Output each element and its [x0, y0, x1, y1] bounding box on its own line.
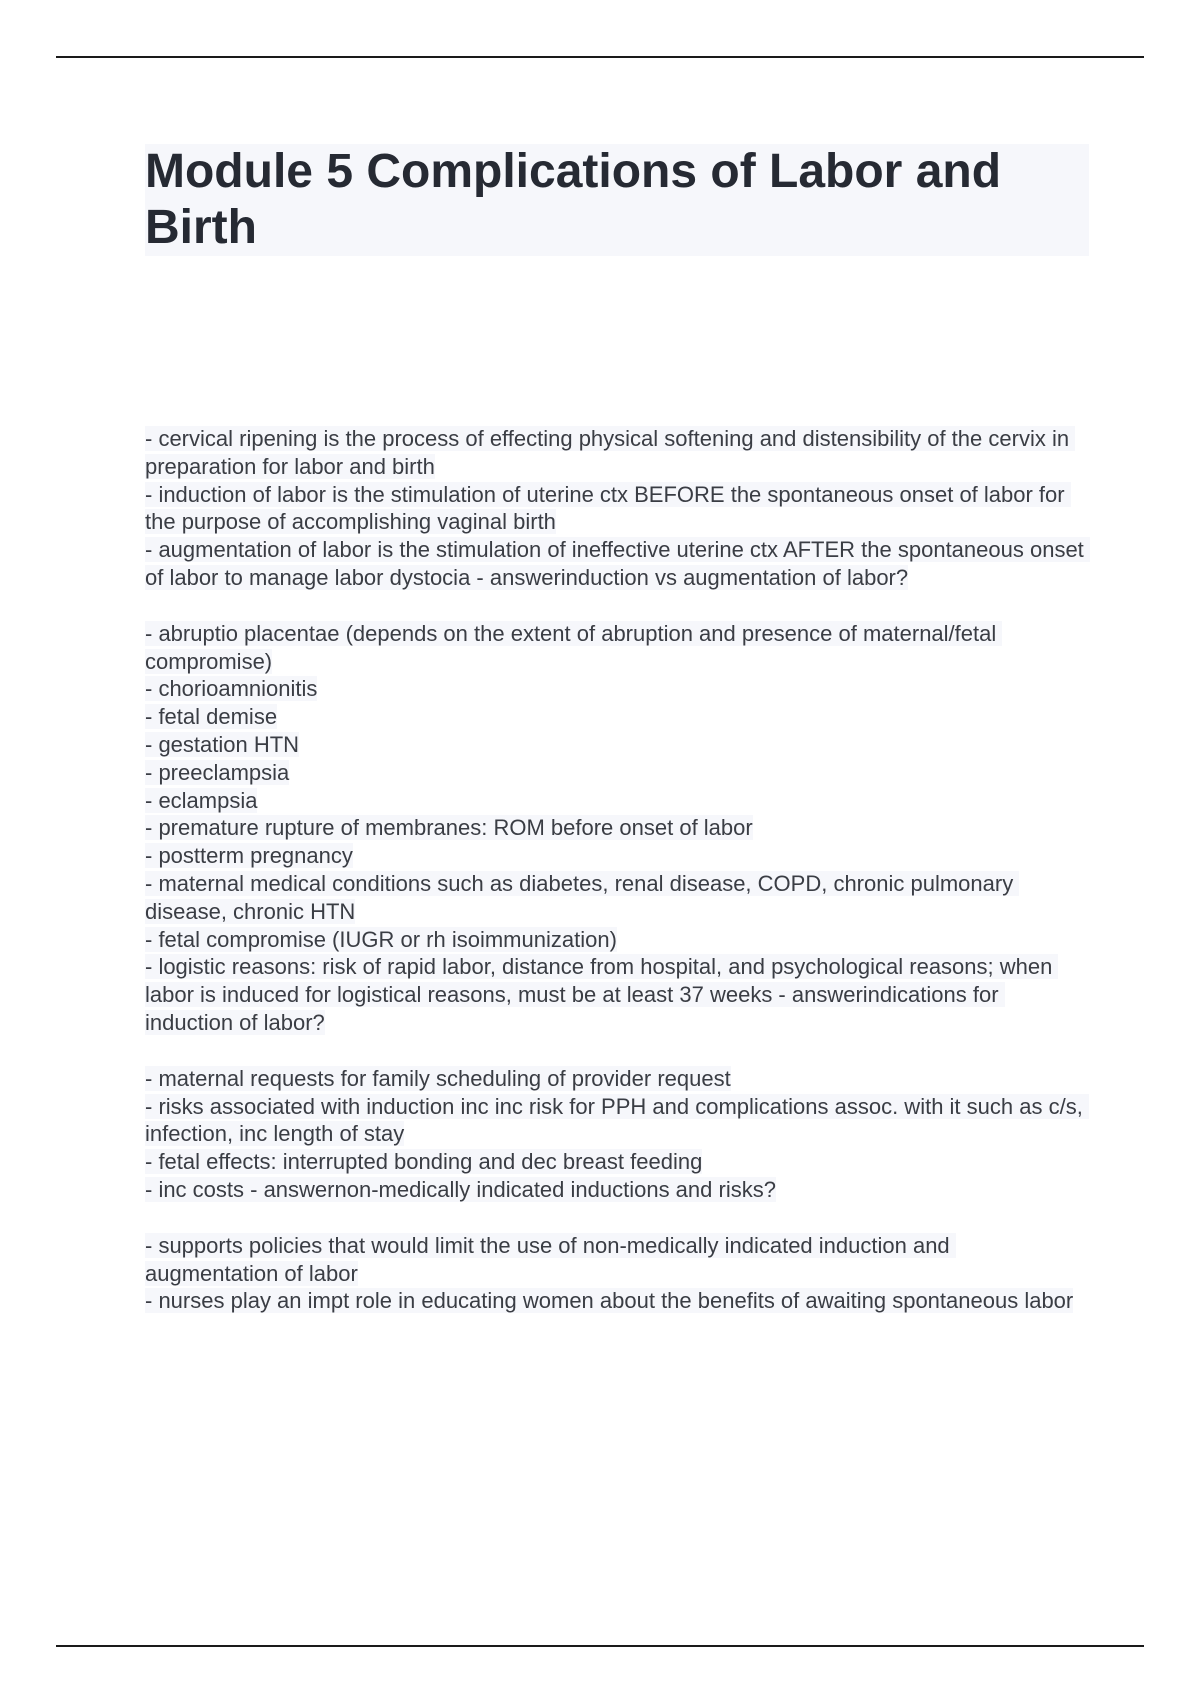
page-title: Module 5 Complications of Labor and Birth: [145, 145, 1002, 254]
qa-line: - fetal effects: interrupted bonding and dec breast feeding: [145, 1149, 703, 1175]
qa-line: - premature rupture of membranes: ROM before onset of labor: [145, 815, 753, 841]
qa-line: - eclampsia: [145, 787, 258, 813]
qa-line: - maternal medical conditions such as diabetes, renal disease, COPD, chronic pulmonary disease, chronic HTN: [145, 870, 1020, 924]
qa-line: - supports policies that would limit the use of non-medically indicated induction and augmentation of labor: [145, 1232, 956, 1286]
qa-line: - risks associated with induction inc inc risk for PPH and complications assoc. with it such as c/s, infection, inc length of stay: [145, 1093, 1089, 1147]
qa-line: - preeclampsia: [145, 759, 290, 785]
qa-line: - postterm pregnancy: [145, 843, 353, 869]
qa-line: - abruptio placentae (depends on the extent of abruption and presence of maternal/fetal compromise): [145, 620, 1003, 674]
qa-entry-4: [145, 1232, 1089, 1315]
qa-line: - fetal compromise (IUGR or rh isoimmunization): [145, 926, 617, 952]
qa-line: - fetal demise: [145, 704, 278, 730]
title-block: [145, 144, 1089, 256]
qa-line: - induction of labor is the stimulation of uterine ctx BEFORE the spontaneous onset of labor for the purpose of accomplishing vaginal birth: [145, 481, 1071, 535]
qa-line: - cervical ripening is the process of effecting physical softening and distensibility of the cervix in preparation for labor and birth: [145, 426, 1076, 479]
qa-line: - logistic reasons: risk of rapid labor, distance from hospital, and psychological reasons; when labor is induced for logistical reasons, must be at least 37 weeks - answerindications for induction of labor?: [145, 954, 1059, 1035]
qa-entry-1: [145, 425, 1089, 592]
qa-line: - chorioamnionitis: [145, 676, 318, 702]
bottom-rule: [56, 1645, 1144, 1647]
content-body: [145, 425, 1089, 1343]
qa-line: - inc costs - answernon-medically indicated inductions and risks?: [145, 1176, 776, 1202]
qa-entry-2: [145, 620, 1089, 1037]
qa-line: - gestation HTN: [145, 731, 300, 757]
qa-line: - maternal requests for family scheduling of provider request: [145, 1065, 731, 1091]
qa-line: - nurses play an impt role in educating women about the benefits of awaiting spontaneous labor: [145, 1288, 1074, 1314]
qa-entry-3: [145, 1065, 1089, 1204]
top-rule: [56, 56, 1144, 58]
qa-line: - augmentation of labor is the stimulation of ineffective uterine ctx AFTER the spontaneous onset of labor to manage labor dystocia - answerinduction vs augmentation of labor?: [145, 537, 1090, 590]
